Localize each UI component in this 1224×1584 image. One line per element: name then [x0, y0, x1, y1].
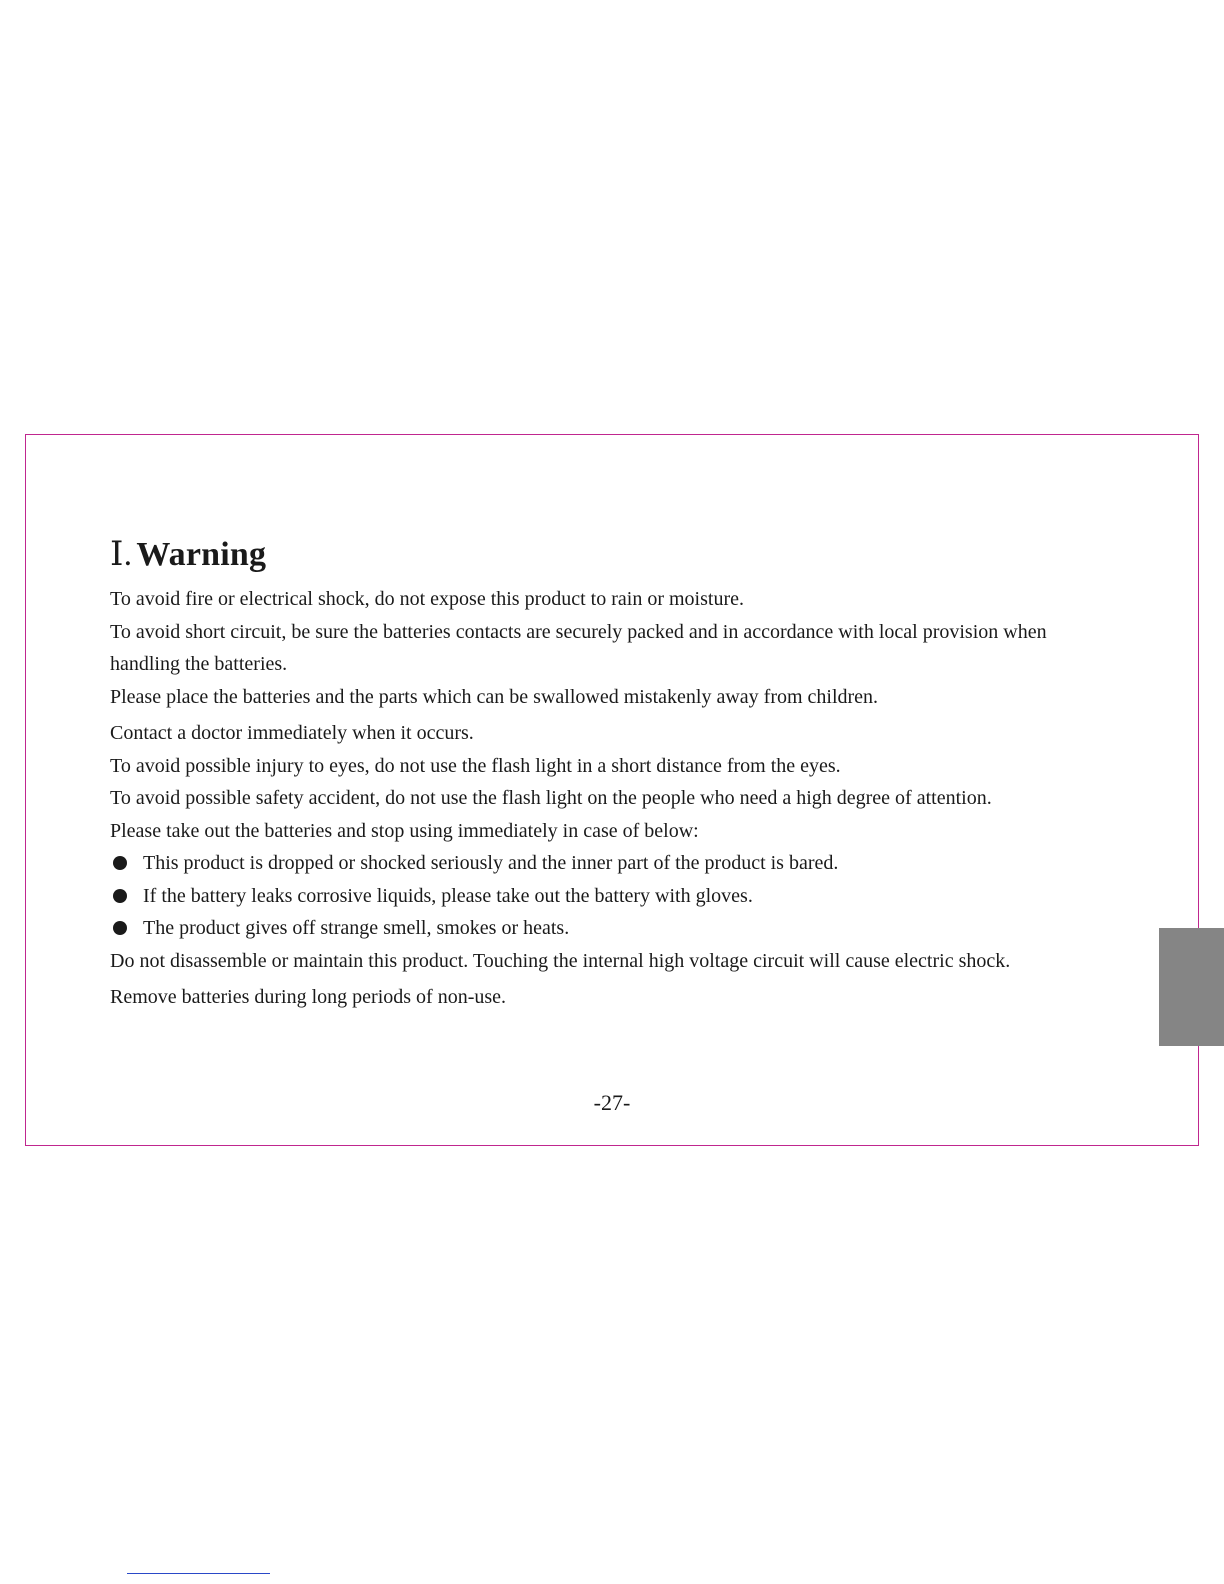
paragraph-eye-injury: To avoid possible injury to eyes, do not use the flash light in a short distance from the eyes. [110, 754, 841, 777]
paragraph-contact-doctor: Contact a doctor immediately when it occurs. [110, 722, 474, 744]
page-number: -27- [593, 1090, 631, 1115]
paragraph-stop-using: Please take out the batteries and stop using immediately in case of below: [110, 819, 699, 842]
list-item [110, 847, 1100, 880]
bullet-icon [113, 889, 127, 903]
warning-section [110, 535, 1100, 1014]
section-heading [110, 535, 1100, 575]
paragraph-fire-shock: To avoid fire or electrical shock, do not expose this product to rain or moisture. [110, 588, 744, 610]
bullet-icon [113, 921, 127, 935]
list-item-text: This product is dropped or shocked seriously and the inner part of the product is bared. [143, 852, 839, 874]
paragraph-swallow-hazard: Please place the batteries and the parts which can be swallowed mistakenly away from children. [110, 685, 879, 708]
section-numeral: Ⅰ. [110, 536, 133, 573]
paragraph-disassemble: Do not disassemble or maintain this product. Touching the internal high voltage circuit will cause electric shock. [110, 949, 1011, 972]
footer-rule [127, 1573, 270, 1574]
paragraph-remove-batteries: Remove batteries during long periods of non-use. [110, 986, 507, 1008]
side-thumb-tab [1159, 928, 1224, 1046]
list-item [110, 880, 1100, 913]
list-item [110, 912, 1100, 945]
section-title: Warning [136, 536, 267, 573]
paragraph-short-circuit: To avoid short circuit, be sure the batteries contacts are securely packed and in accordance with local provision when handling the batteries. [110, 620, 1047, 675]
bullet-icon [113, 856, 127, 870]
list-item-text: If the battery leaks corrosive liquids, please take out the battery with gloves. [143, 884, 753, 907]
list-item-text: The product gives off strange smell, smokes or heats. [143, 917, 570, 939]
paragraph-safety-accident: To avoid possible safety accident, do not use the flash light on the people who need a high degree of attention. [110, 787, 992, 809]
